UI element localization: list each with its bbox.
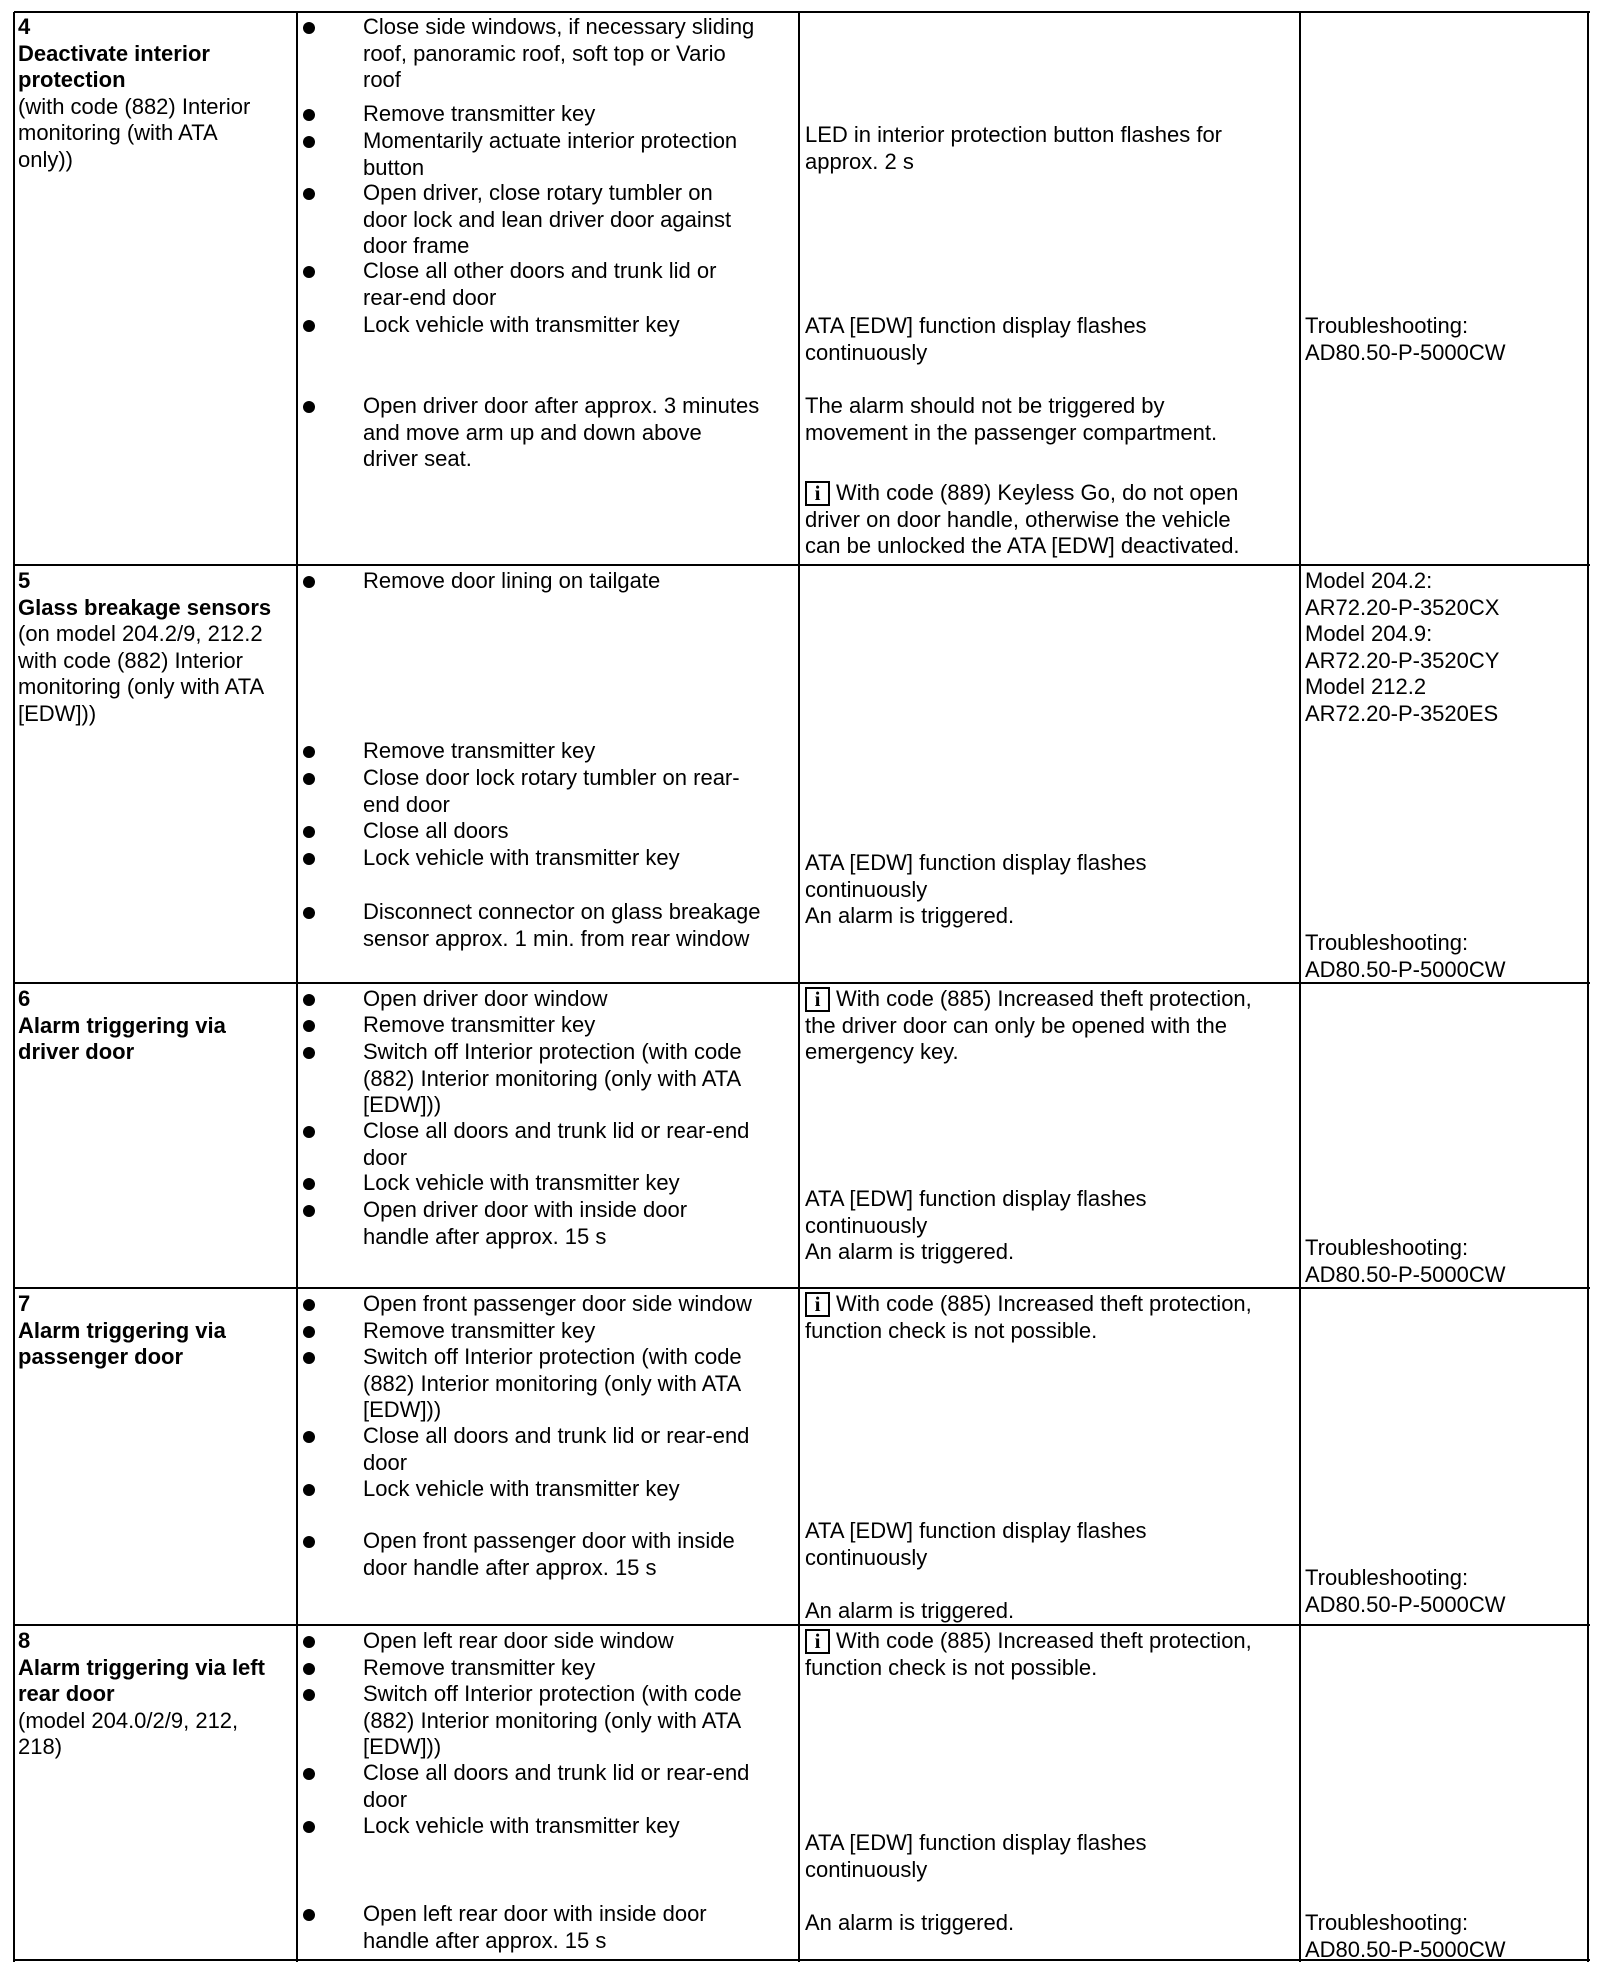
- bullet-icon: [303, 1020, 315, 1032]
- action-step: Lock vehicle with transmitter key: [363, 312, 680, 337]
- info-note-text: With code (885) Increased theft protection,: [836, 986, 1252, 1011]
- table-row-divider: [14, 11, 1590, 13]
- expected-result: The alarm should not be triggered by movement in the passenger compartment.: [805, 393, 1218, 445]
- info-note-text: function check is not possible.: [805, 1317, 1098, 1343]
- reference-text: Model 204.2: AR72.20-P-3520CX Model 204.9: AR72.20-P-3520CY Model 212.2 AR72.20-P-3520ES: [1305, 568, 1500, 726]
- action-step: Lock vehicle with transmitter key: [363, 1170, 680, 1195]
- bullet-icon: [303, 1299, 315, 1311]
- step-title: Alarm triggering via left rear door: [18, 1654, 265, 1706]
- action-step: Close all doors: [363, 818, 509, 843]
- action-step: Close all doors and trunk lid or rear-end door: [363, 1423, 750, 1475]
- info-note-text: With code (885) Increased theft protection,: [836, 1291, 1252, 1316]
- step-number: 6: [18, 986, 31, 1011]
- table-row-divider: [14, 1624, 1590, 1626]
- bullet-icon: [303, 136, 315, 148]
- step-condition-note: (on model 204.2/9, 212.2 with code (882) Interior monitoring (only with ATA [EDW])): [18, 621, 265, 726]
- bullet-icon: [303, 1431, 315, 1443]
- action-step: Remove transmitter key: [363, 101, 596, 126]
- bullet-icon: [303, 1821, 315, 1833]
- bullet-icon: [303, 1689, 315, 1701]
- action-step: Close door lock rotary tumbler on rear- end door: [363, 765, 740, 817]
- action-step: Remove transmitter key: [363, 738, 596, 763]
- action-step: Close all doors and trunk lid or rear-end door: [363, 1760, 750, 1812]
- action-step: Switch off Interior protection (with code (882) Interior monitoring (only with ATA [EDW])): [363, 1681, 742, 1759]
- action-step: Open driver door window: [363, 986, 608, 1011]
- bullet-icon: [303, 109, 315, 121]
- info-icon: i: [805, 481, 830, 506]
- bullet-icon: [303, 320, 315, 332]
- table-column-divider: [296, 12, 298, 1962]
- action-step: Disconnect connector on glass breakage sensor approx. 1 min. from rear window: [363, 899, 761, 951]
- action-step: Remove transmitter key: [363, 1655, 596, 1680]
- bullet-icon: [303, 994, 315, 1006]
- info-note-text: driver on door handle, otherwise the vehicle can be unlocked the ATA [EDW] deactivated.: [805, 506, 1240, 558]
- action-step: Switch off Interior protection (with code (882) Interior monitoring (only with ATA [EDW])): [363, 1039, 742, 1117]
- bullet-icon: [303, 1352, 315, 1364]
- expected-result: ATA [EDW] function display flashes continuously: [805, 1830, 1147, 1882]
- expected-result: ATA [EDW] function display flashes continuously An alarm is triggered.: [805, 1186, 1147, 1264]
- bullet-icon: [303, 22, 315, 34]
- bullet-icon: [303, 1663, 315, 1675]
- table-column-divider: [13, 12, 15, 1962]
- bullet-icon: [303, 266, 315, 278]
- action-step: Open front passenger door side window: [363, 1291, 752, 1316]
- action-step: Open left rear door with inside door handle after approx. 15 s: [363, 1901, 707, 1953]
- expected-result: ATA [EDW] function display flashes continuously: [805, 1518, 1147, 1570]
- step-condition-note: (model 204.0/2/9, 212, 218): [18, 1707, 239, 1759]
- action-step: Remove door lining on tailgate: [363, 568, 661, 593]
- step-number: 8: [18, 1628, 31, 1653]
- reference-text: Troubleshooting: AD80.50-P-5000CW: [1305, 1235, 1506, 1287]
- table-column-divider: [1587, 12, 1589, 1962]
- bullet-icon: [303, 1768, 315, 1780]
- step-number: 5: [18, 568, 31, 593]
- step-title: Deactivate interior protection: [18, 40, 210, 92]
- info-icon: i: [805, 987, 830, 1012]
- action-step: Open front passenger door with inside door handle after approx. 15 s: [363, 1528, 735, 1580]
- bullet-icon: [303, 401, 315, 413]
- action-step: Open driver, close rotary tumbler on door lock and lean driver door against door frame: [363, 180, 732, 258]
- info-note-text: With code (885) Increased theft protection,: [836, 1628, 1252, 1653]
- action-step: Momentarily actuate interior protection button: [363, 128, 738, 180]
- expected-result: An alarm is triggered.: [805, 1910, 1015, 1935]
- action-step: Close all other doors and trunk lid or rear-end door: [363, 258, 717, 310]
- bullet-icon: [303, 1178, 315, 1190]
- step-condition-note: (with code (882) Interior monitoring (with ATA only)): [18, 93, 251, 172]
- action-step: Remove transmitter key: [363, 1318, 596, 1343]
- action-step: Lock vehicle with transmitter key: [363, 1813, 680, 1838]
- bullet-icon: [303, 1126, 315, 1138]
- bullet-icon: [303, 1326, 315, 1338]
- step-title: Alarm triggering via driver door: [18, 1012, 226, 1064]
- bullet-icon: [303, 188, 315, 200]
- action-step: Open left rear door side window: [363, 1628, 674, 1653]
- bullet-icon: [303, 1205, 315, 1217]
- info-note: [805, 480, 1238, 507]
- bullet-icon: [303, 746, 315, 758]
- bullet-icon: [303, 1484, 315, 1496]
- reference-text: Troubleshooting: AD80.50-P-5000CW: [1305, 1565, 1506, 1617]
- step-title: Alarm triggering via passenger door: [18, 1317, 226, 1369]
- table-row-divider: [14, 564, 1590, 566]
- info-note-text: the driver door can only be opened with the emergency key.: [805, 1012, 1227, 1064]
- info-note-text: function check is not possible.: [805, 1654, 1098, 1680]
- info-icon: i: [805, 1629, 830, 1654]
- bullet-icon: [303, 907, 315, 919]
- expected-result: ATA [EDW] function display flashes continuously: [805, 313, 1147, 365]
- reference-text: Troubleshooting: AD80.50-P-5000CW: [1305, 1910, 1506, 1962]
- expected-result: ATA [EDW] function display flashes continuously An alarm is triggered.: [805, 850, 1147, 928]
- table-column-divider: [1299, 12, 1301, 1962]
- expected-result: An alarm is triggered.: [805, 1598, 1015, 1623]
- reference-text: Troubleshooting: AD80.50-P-5000CW: [1305, 930, 1506, 982]
- bullet-icon: [303, 1636, 315, 1648]
- expected-result: LED in interior protection button flashes for approx. 2 s: [805, 122, 1223, 174]
- action-step: Close all doors and trunk lid or rear-end door: [363, 1118, 750, 1170]
- bullet-icon: [303, 1909, 315, 1921]
- bullet-icon: [303, 826, 315, 838]
- action-step: Switch off Interior protection (with code (882) Interior monitoring (only with ATA [EDW])): [363, 1344, 742, 1422]
- action-step: Remove transmitter key: [363, 1012, 596, 1037]
- action-step: Close side windows, if necessary sliding roof, panoramic roof, soft top or Vario roof: [363, 14, 755, 92]
- bullet-icon: [303, 1536, 315, 1548]
- reference-text: Troubleshooting: AD80.50-P-5000CW: [1305, 313, 1506, 365]
- info-icon: i: [805, 1292, 830, 1317]
- info-note: [805, 1291, 1252, 1318]
- info-note-text: With code (889) Keyless Go, do not open: [836, 480, 1239, 505]
- action-step: Open driver door with inside door handle after approx. 15 s: [363, 1197, 688, 1249]
- info-note: [805, 1628, 1252, 1655]
- table-column-divider: [798, 12, 800, 1962]
- step-number: 7: [18, 1291, 31, 1316]
- bullet-icon: [303, 853, 315, 865]
- action-step: Open driver door after approx. 3 minutes and move arm up and down above driver seat.: [363, 393, 760, 471]
- action-step: Lock vehicle with transmitter key: [363, 1476, 680, 1501]
- bullet-icon: [303, 773, 315, 785]
- bullet-icon: [303, 1047, 315, 1059]
- action-step: Lock vehicle with transmitter key: [363, 845, 680, 870]
- step-title: Glass breakage sensors: [18, 594, 272, 620]
- step-number: 4: [18, 14, 31, 39]
- bullet-icon: [303, 576, 315, 588]
- info-note: [805, 986, 1252, 1013]
